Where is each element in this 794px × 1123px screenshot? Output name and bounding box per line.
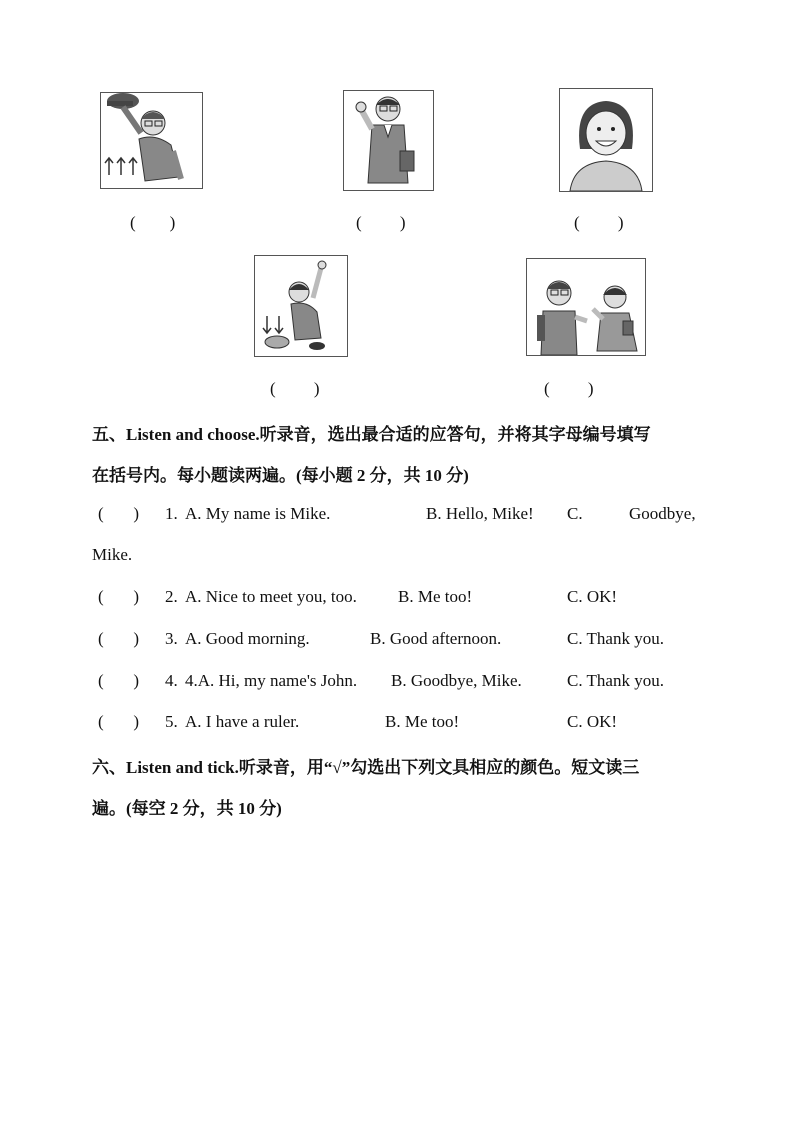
picture-girl-smiling bbox=[559, 88, 653, 192]
question-1-option-a: A. My name is Mike. bbox=[185, 504, 331, 523]
girl-smiling-icon bbox=[560, 89, 652, 191]
man-waving-hello-icon bbox=[344, 91, 433, 190]
question-5-option-c: C. OK! bbox=[567, 712, 618, 731]
question-5-option-a: A. I have a ruler. bbox=[185, 712, 300, 731]
question-2-option-b: B. Me too! bbox=[398, 587, 473, 606]
boy-and-girl-icon bbox=[527, 259, 645, 355]
question-5-option-b: B. Me too! bbox=[385, 712, 460, 731]
girl-hand-down-icon bbox=[255, 256, 347, 356]
question-2-answer-paren[interactable]: ( ) bbox=[98, 587, 140, 606]
picture-girl-hand-down bbox=[254, 255, 348, 357]
question-1-option-b: B. Hello, Mike! bbox=[426, 504, 534, 523]
answer-paren-3[interactable]: ( ) bbox=[574, 213, 624, 232]
boy-raising-hands-icon bbox=[101, 93, 202, 188]
question-1-number: 1. bbox=[165, 504, 178, 523]
section5-heading-line2: 在括号内。每小题读两遍。(每小题 2 分，共 10 分) bbox=[92, 466, 469, 485]
question-2-number: 2. bbox=[165, 587, 178, 606]
picture-man-waving bbox=[343, 90, 434, 191]
answer-paren-1[interactable]: ( ) bbox=[130, 213, 176, 232]
question-1-option-c-continued: Mike. bbox=[92, 545, 133, 564]
picture-boy-and-girl bbox=[526, 258, 646, 356]
question-4-option-c: C. Thank you. bbox=[567, 671, 664, 690]
question-3-option-c: C. Thank you. bbox=[567, 629, 664, 648]
question-3-option-a: A. Good morning. bbox=[185, 629, 310, 648]
question-1-option-c-text: Goodbye, bbox=[629, 504, 696, 523]
question-1-answer-paren[interactable]: ( ) bbox=[98, 504, 140, 523]
answer-paren-5[interactable]: ( ) bbox=[544, 379, 594, 398]
question-3-number: 3. bbox=[165, 629, 178, 648]
question-4-option-b: B. Goodbye, Mike. bbox=[391, 671, 522, 690]
question-2-option-a: A. Nice to meet you, too. bbox=[185, 587, 357, 606]
picture-boy-hands-up bbox=[100, 92, 203, 189]
question-2-option-c: C. OK! bbox=[567, 587, 618, 606]
question-5-answer-paren[interactable]: ( ) bbox=[98, 712, 140, 731]
question-5-number: 5. bbox=[165, 712, 178, 731]
answer-paren-2[interactable]: ( ) bbox=[356, 213, 406, 232]
section6-heading-line2: 遍。(每空 2 分，共 10 分) bbox=[92, 799, 282, 818]
question-3-option-b: B. Good afternoon. bbox=[370, 629, 502, 648]
question-1-option-c-letter: C. bbox=[567, 504, 583, 523]
section6-heading-line1: 六、Listen and tick.听录音，用“√”勾选出下列文具相应的颜色。短文读三 bbox=[92, 758, 640, 777]
question-4-option-a: 4.A. Hi, my name's John. bbox=[185, 671, 358, 690]
answer-paren-4[interactable]: ( ) bbox=[270, 379, 320, 398]
question-3-answer-paren[interactable]: ( ) bbox=[98, 629, 140, 648]
section5-heading-line1: 五、Listen and choose.听录音，选出最合适的应答句，并将其字母编号填写 bbox=[92, 425, 651, 444]
question-4-number: 4. bbox=[165, 671, 178, 690]
question-4-answer-paren[interactable]: ( ) bbox=[98, 671, 140, 690]
